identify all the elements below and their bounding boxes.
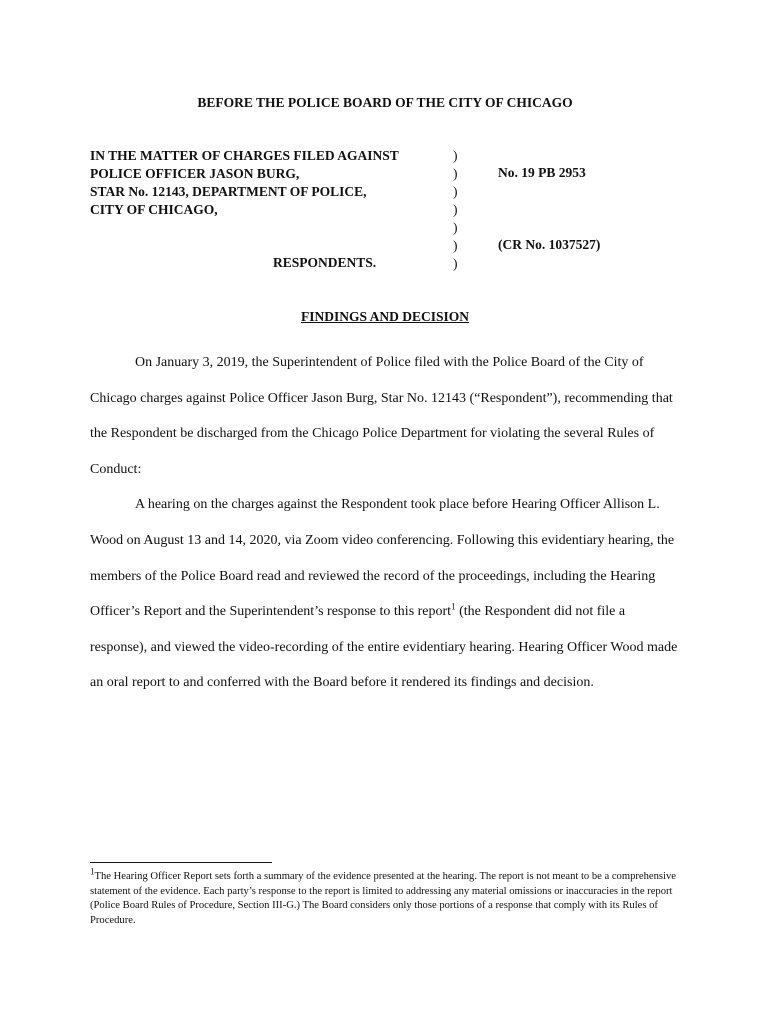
cr-number: (CR No. 1037527)	[498, 237, 601, 252]
caption-line: STAR No. 12143, DEPARTMENT OF POLICE,	[90, 184, 367, 199]
caption-line: POLICE OFFICER JASON BURG,	[90, 166, 300, 181]
paragraph-1: On January 3, 2019, the Superintendent of Police filed with the Police Board of the City of Chicago charges against Police Officer Jason Burg, Star No. 12143 (“Respondent”), recommending that the Respondent be discharged from the Chicago Police Department for violating the several Rules of Conduct:	[90, 355, 673, 477]
paren: )	[453, 220, 458, 235]
case-number: No. 19 PB 2953	[498, 165, 586, 180]
footnote-reference: 1	[451, 601, 456, 612]
section-title: FINDINGS AND DECISION	[300, 309, 470, 324]
paragraph-2-text-cont: (the Respondent did not file a response), and viewed the video-recording of the entire evidentiary hearing. Hearing Officer Wood made an oral report to and conferred with the Board before it rendered its findings and decision.	[90, 604, 678, 691]
respondents-label: RESPONDENTS.	[273, 255, 377, 270]
paren: )	[453, 256, 458, 271]
paren: )	[453, 184, 458, 199]
paren: )	[453, 148, 458, 163]
paragraph-2	[90, 487, 680, 701]
paren: )	[453, 238, 458, 253]
caption-line: CITY OF CHICAGO,	[90, 202, 218, 217]
footnote-text: The Hearing Officer Report sets forth a summary of the evidence presented at the hearing. The report is not meant to be a comprehensive statement of the evidence. Each party’s response to the report is limited to addressing any material omissions or inaccuracies in the report (Police Board Rules of Procedure, Section III-G.) The Board considers only those portions of a response that comply with its Rules of Procedure.	[90, 871, 676, 926]
paren: )	[453, 202, 458, 217]
footnote	[90, 866, 680, 928]
body-text	[90, 345, 680, 701]
caption-line: IN THE MATTER OF CHARGES FILED AGAINST	[90, 148, 399, 163]
paragraph-2-text: A hearing on the charges against the Respondent took place before Hearing Officer Allison L. Wood on August 13 and 14, 2020, via Zoom video conferencing. Following this evidentiary hearing, the members of the Police Board read and reviewed the record of the proceedings, including the Hearing Officer’s Report and the Superintendent’s response to this report	[90, 497, 675, 620]
footnote-marker: 1	[90, 866, 95, 877]
paren: )	[453, 166, 458, 181]
document-header: BEFORE THE POLICE BOARD OF THE CITY OF CHICAGO	[197, 95, 573, 110]
footnote-divider	[90, 862, 272, 863]
case-caption	[90, 147, 450, 219]
caption-parentheses	[453, 147, 465, 273]
